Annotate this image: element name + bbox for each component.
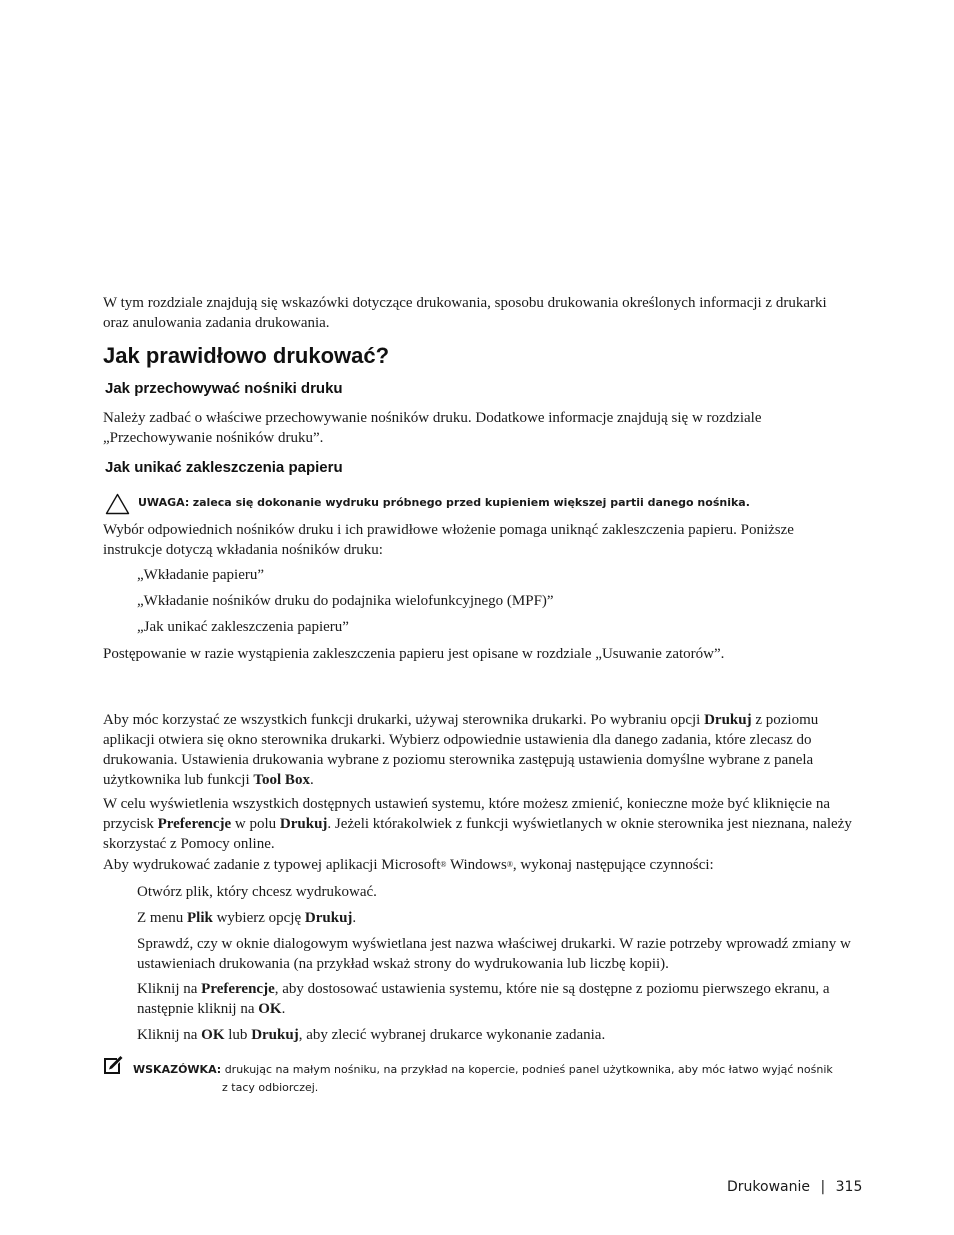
link-avoid-jams[interactable]: „Jak unikać zakleszczenia papieru” — [137, 619, 349, 635]
jams-heading: Jak unikać zakleszczenia papieru — [105, 459, 343, 476]
driver-p1-bold-print: Drukuj — [704, 712, 752, 728]
step-5-text-c: lub — [224, 1027, 252, 1043]
page-footer — [727, 1178, 862, 1196]
intro-paragraph: W tym rozdziale znajdują się wskazówki dotyczące drukowania, sposobu drukowania określonych informacji z drukarki oraz anulowania zadania drukowania. — [103, 295, 827, 331]
step-4-text-e: . — [281, 1001, 286, 1017]
step-4-bold-preferences: Preferencje — [201, 981, 275, 997]
driver-paragraph-3 — [103, 855, 863, 875]
tip-note — [133, 1061, 873, 1079]
step-1: Otwórz plik, który chcesz wydrukować. — [137, 884, 377, 900]
link-loading-paper[interactable]: „Wkładanie papieru” — [137, 567, 265, 583]
step-3: Sprawdź, czy w oknie dialogowym wyświetlana jest nazwa właściwej drukarki. W razie potrzeby wprowadź zmiany w ustawieniach drukowania (na przykład wskaż strony do wydrukowania lub liczbę kopii). — [137, 936, 851, 972]
driver-p1-text-d: . — [309, 772, 314, 788]
driver-p3-text-a: Aby wydrukować zadanie z typowej aplikacji Microsoft — [103, 857, 441, 873]
footer-page-number: 315 — [835, 1179, 863, 1195]
caution-note — [138, 494, 838, 512]
step-2-bold-print: Drukuj — [304, 910, 353, 926]
caution-label: UWAGA: — [138, 496, 190, 509]
driver-p1-bold-toolbox: Tool Box — [253, 772, 310, 788]
driver-p2-text-a: W celu wyświetlenia wszystkich dostępnych ustawień systemu, które możesz zmienić, konieczne może być kliknięcie na przycisk — [103, 796, 830, 832]
storage-heading: Jak przechowywać nośniki druku — [105, 380, 343, 397]
footer-separator: | — [820, 1179, 826, 1195]
driver-p1-text-c: z poziomu aplikacji otwiera się okno sterownika drukarki. Wybierz odpowiednie ustawienia dla danego zadania, które zlecasz do drukowania. Ustawienia drukowania wybrane z poziomu sterownika zastępują ustawienia domyślne wybrane z panela użytkownika lub funkcji — [103, 712, 819, 788]
link-loading-mpf[interactable]: „Wkładanie nośników druku do podajnika wielofunkcyjnego (MPF)” — [137, 593, 554, 609]
step-5-bold-ok: OK — [201, 1027, 225, 1043]
driver-p1-text-a: Aby móc korzystać ze wszystkich funkcji drukarki, używaj sterownika drukarki. Po wybraniu opcji — [103, 712, 705, 728]
step-2-text-c: wybierz opcję — [212, 910, 305, 926]
step-5 — [137, 1025, 857, 1045]
step-2-text-a: Z menu — [137, 910, 187, 926]
driver-p2-text-d: . Jeżeli którakolwiek z funkcji wyświetlanych w oknie sterownika jest nieznana, należy skorzystać z Pomocy online. — [103, 816, 852, 852]
caution-text: zaleca się dokonanie wydruku próbnego przed kupieniem większej partii danego nośnika. — [192, 496, 750, 509]
driver-paragraph-2 — [103, 794, 863, 854]
driver-p3-text-b: Windows — [446, 857, 507, 873]
footer-section-name: Drukowanie — [727, 1179, 810, 1195]
driver-paragraph-1 — [103, 710, 853, 790]
step-5-bold-print: Drukuj — [251, 1027, 299, 1043]
step-2 — [137, 908, 857, 928]
section-title: Jak prawidłowo drukować? — [103, 343, 390, 368]
step-2-bold-file: Plik — [187, 910, 213, 926]
note-pencil-icon — [103, 1055, 123, 1075]
caution-icon — [105, 493, 130, 515]
step-4-bold-ok: OK — [258, 1001, 282, 1017]
driver-p2-text-c: w polu — [231, 816, 280, 832]
driver-p2-bold-print: Drukuj — [279, 816, 328, 832]
step-2-text-e: . — [352, 910, 357, 926]
driver-p3-text-c: , wykonaj następujące czynności: — [512, 857, 714, 873]
jams-after-paragraph: Postępowanie w razie wystąpienia zakleszczenia papieru jest opisane w rozdziale „Usuwanie zatorów”. — [103, 646, 725, 662]
tip-text-line-1: drukując na małym nośniku, na przykład na kopercie, podnieś panel użytkownika, aby móc łatwo wyjąć nośnik — [221, 1063, 833, 1076]
tip-label: WSKAZÓWKA: — [133, 1063, 222, 1076]
step-4-text-a: Kliknij na — [137, 981, 202, 997]
registered-mark: ® — [506, 860, 513, 869]
step-5-text-a: Kliknij na — [137, 1027, 202, 1043]
step-5-text-e: , aby zlecić wybranej drukarce wykonanie zadania. — [298, 1027, 606, 1043]
step-4-text-c: , aby dostosować ustawienia systemu, które nie są dostępne z poziomu pierwszego ekranu, a następnie kliknij na — [137, 981, 830, 1017]
registered-mark: ® — [440, 860, 447, 869]
driver-p2-bold-preferences: Preferencje — [157, 816, 232, 832]
jams-paragraph: Wybór odpowiednich nośników druku i ich prawidłowe włożenie pomaga uniknąć zakleszczenia papieru. Poniższe instrukcje dotyczą wkładania nośników druku: — [103, 522, 794, 558]
storage-paragraph: Należy zadbać o właściwe przechowywanie nośników druku. Dodatkowe informacje znajdują się w rozdziale „Przechowywanie nośników druku”. — [103, 410, 762, 446]
step-4 — [137, 979, 837, 1019]
tip-text-line-2: z tacy odbiorczej. — [222, 1081, 319, 1094]
